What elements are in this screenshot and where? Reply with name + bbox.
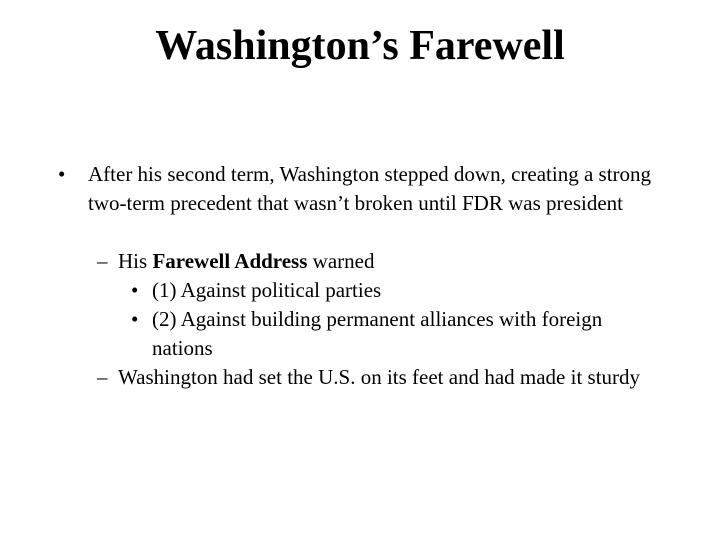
- slide-title: Washington’s Farewell: [155, 23, 565, 69]
- text-segment: warned: [307, 249, 375, 273]
- sub-sub-bullet-text: (1) Against political parties: [152, 278, 382, 302]
- bullet-text: After his second term, Washington stepped down, creating a strong two-term precedent that wasn’t broken until FDR was president: [88, 162, 652, 215]
- text-segment: His: [118, 249, 153, 273]
- bullet-marker: •: [131, 307, 139, 331]
- dash-marker: –: [97, 365, 108, 389]
- sub-sub-bullet-text: (2) Against building permanent alliances with foreign nations: [152, 307, 603, 360]
- sub-bullet-text: Washington had set the U.S. on its feet and had made it sturdy: [118, 365, 641, 389]
- bullet-marker: •: [131, 278, 139, 302]
- bullet-marker: •: [58, 162, 66, 186]
- bold-text-segment: Farewell Address: [152, 249, 308, 273]
- sub-bullet-text: [118, 247, 678, 276]
- dash-marker: –: [97, 249, 108, 273]
